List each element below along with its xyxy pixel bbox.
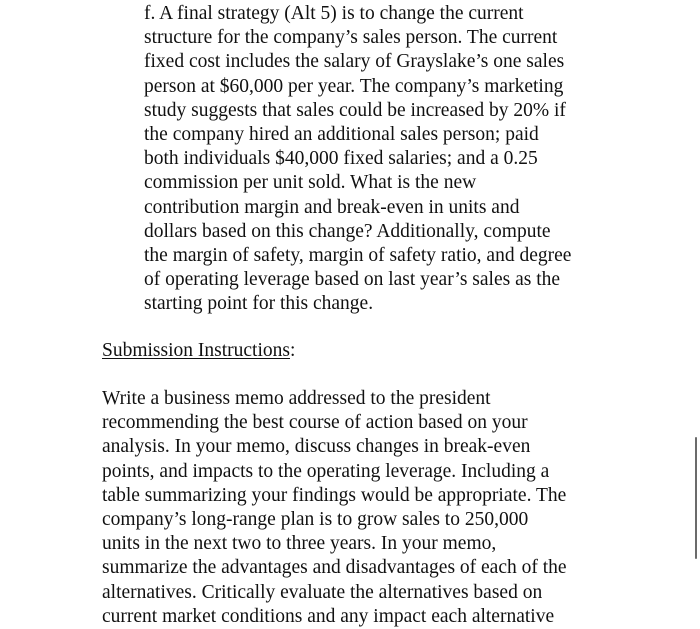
text-line: structure for the company’s sales person. The current xyxy=(144,27,558,49)
alternative-5-question xyxy=(144,2,604,317)
text-line: both individuals $40,000 fixed salaries; and a 0.25 xyxy=(144,148,538,170)
submission-instructions-heading xyxy=(102,339,295,363)
heading-text: Submission Instructions xyxy=(102,340,290,361)
submission-instructions-body xyxy=(102,387,602,629)
text-line: Write a business memo addressed to the president xyxy=(102,388,491,409)
text-line: of operating leverage based on last year’s sales as the xyxy=(144,269,561,291)
text-line: company’s long-range plan is to grow sales to 250,000 xyxy=(102,509,529,531)
text-line: recommending the best course of action based on your xyxy=(102,412,528,434)
text-line: analysis. In your memo, discuss changes in break-even xyxy=(102,436,531,458)
heading-colon: : xyxy=(289,340,296,361)
text-line: current market conditions and any impact each alternative xyxy=(102,605,555,627)
text-line: the margin of safety, margin of safety ratio, and degree xyxy=(144,245,572,267)
text-line: commission per unit sold. What is the new xyxy=(144,172,477,194)
text-line: points, and impacts to the operating leverage. Including a xyxy=(102,460,550,482)
text-line: contribution margin and break-even in units and xyxy=(144,196,520,218)
text-line: alternatives. Critically evaluate the alternatives based on xyxy=(102,581,543,603)
vertical-scrollbar[interactable] xyxy=(695,437,697,559)
text-line: f. A final strategy (Alt 5) is to change the current xyxy=(144,3,524,24)
text-line: table summarizing your findings would be appropriate. The xyxy=(102,484,567,506)
text-line: dollars based on this change? Additionally, compute xyxy=(144,220,551,242)
text-line: study suggests that sales could be increased by 20% if xyxy=(144,99,566,121)
text-line: units in the next two to three years. In your memo, xyxy=(102,533,497,555)
text-line: fixed cost includes the salary of Grayslake’s one sales xyxy=(144,51,565,73)
text-line: person at $60,000 per year. The company’s marketing xyxy=(144,75,564,97)
text-line: summarize the advantages and disadvantages of each of the xyxy=(102,557,567,579)
text-line: starting point for this change. xyxy=(144,293,374,315)
text-line: the company hired an additional sales person; paid xyxy=(144,124,539,146)
